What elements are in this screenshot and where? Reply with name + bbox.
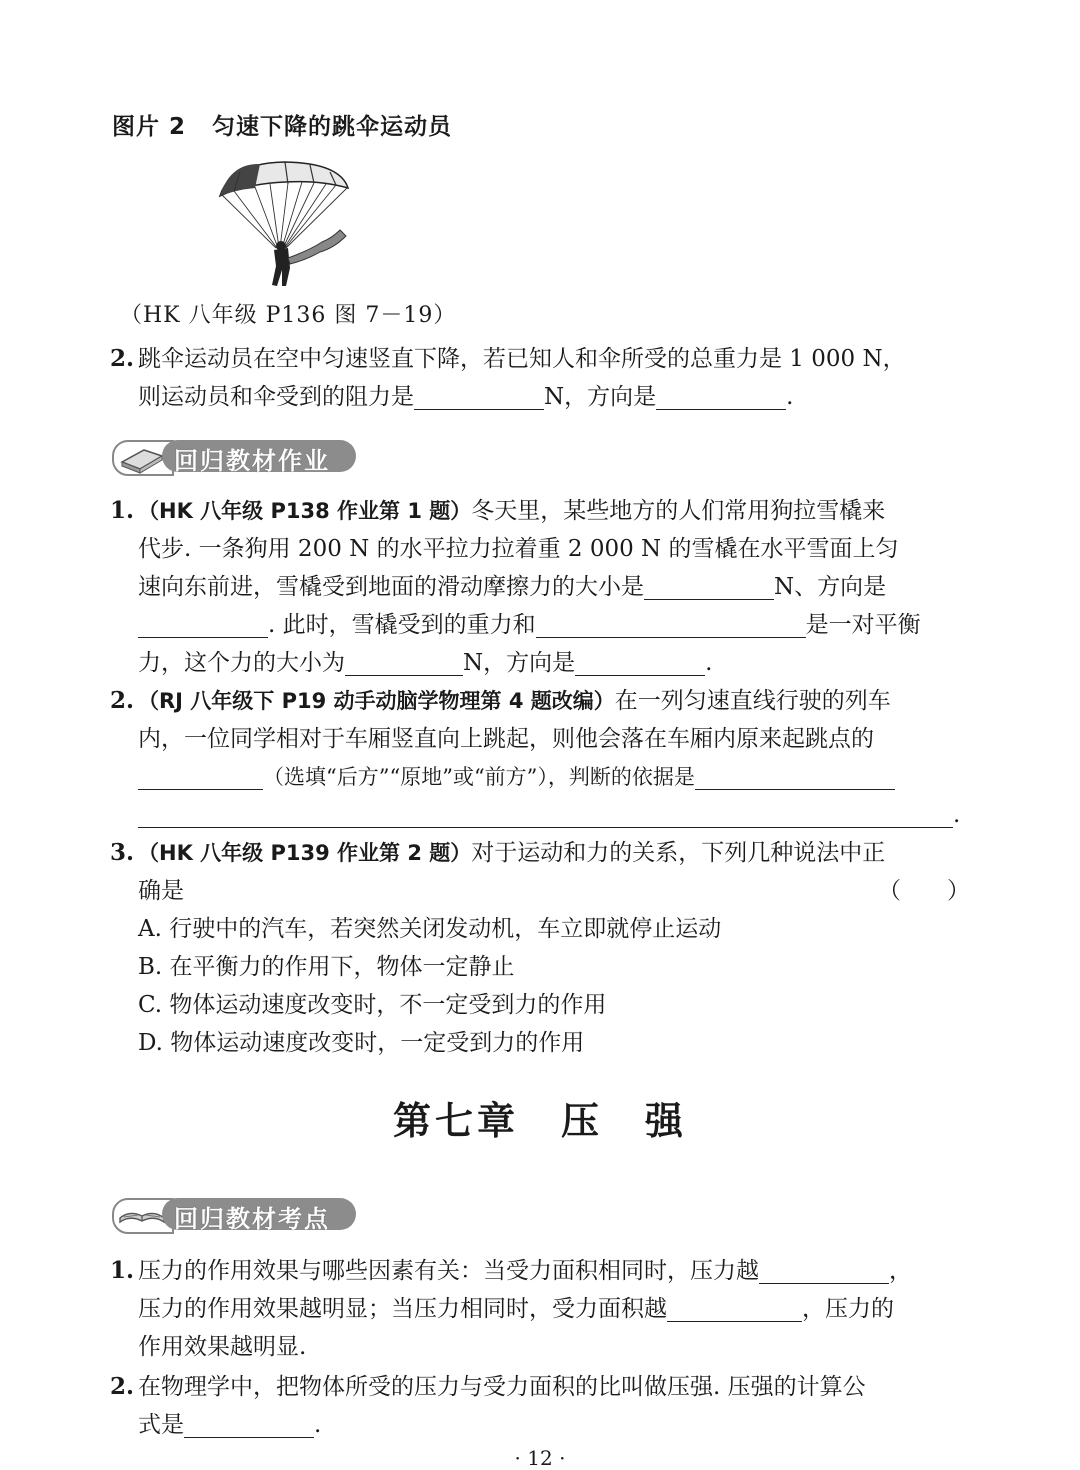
answer-blank[interactable] (138, 611, 268, 638)
option-a[interactable]: A. 行驶中的汽车，若突然关闭发动机，车立即就停止运动 (138, 916, 722, 942)
answer-blank[interactable] (644, 573, 774, 600)
homework-question-3 (110, 834, 970, 1062)
homework-question-2 (110, 682, 970, 834)
question-text: 在物理学中，把物体所受的压力与受力面积的比叫做压强. 压强的计算公 (138, 1374, 866, 1400)
question-text: 力，这个力的大小为 (138, 650, 345, 676)
question-number: 2. (110, 1373, 135, 1400)
figure-caption: （HK 八年级 P136 图 7－19） (120, 303, 457, 328)
option-b[interactable]: B. 在平衡力的作用下，物体一定静止 (138, 954, 515, 980)
question-text: 对于运动和力的关系，下列几种说法中正 (471, 840, 886, 866)
question-number: 1. (110, 1257, 135, 1284)
question-text: . 此时，雪橇受到的重力和 (268, 612, 536, 638)
question-text: 则运动员和伞受到的阻力是 (138, 384, 414, 410)
question-text: ， (889, 1258, 912, 1284)
figure-title (112, 108, 452, 141)
section-label: 回归教材作业 (174, 447, 330, 475)
page-number: · 12 · (514, 1446, 566, 1470)
answer-blank[interactable] (536, 611, 806, 638)
figure-title-text: 匀速下降的跳伞运动员 (212, 114, 453, 140)
question-text: 冬天里，某些地方的人们常用狗拉雪橇来 (471, 498, 886, 524)
answer-blank[interactable] (759, 1257, 889, 1284)
question-text: 式是 (138, 1412, 184, 1438)
question-text: . (786, 384, 794, 410)
answer-parenthesis[interactable]: （ ） (878, 878, 970, 904)
question-source: （RJ 八年级下 P19 动手动脑学物理第 4 题改编） (138, 689, 615, 713)
question-number: 2. (110, 687, 135, 714)
question-text: 速向东前进，雪橇受到地面的滑动摩擦力的大小是 (138, 574, 644, 600)
answer-blank[interactable] (184, 1411, 314, 1438)
question-text: 压力的作用效果越明显；当压力相同时，受力面积越 (138, 1296, 667, 1322)
section-badge-homework (112, 438, 357, 474)
question-text: 是一对平衡 (805, 612, 921, 638)
question-text: 作用效果越明显. (138, 1334, 307, 1360)
question-text: N，方向是 (463, 650, 576, 676)
question-text: （选填“后方”“原地”或“前方”），判断的依据是 (263, 765, 695, 789)
figure-label: 图片 2 (112, 114, 187, 140)
question-text: . (953, 802, 961, 828)
answer-blank[interactable] (575, 649, 705, 676)
homework-question-1 (110, 492, 970, 682)
question-text: 内，一位同学相对于车厢竖直向上跳起，则他会落在车厢内原来起跳点的 (138, 726, 874, 752)
question-text: 确是 (138, 878, 184, 904)
question-number: 2. (110, 345, 135, 372)
option-d[interactable]: D. 物体运动速度改变时，一定受到力的作用 (138, 1030, 585, 1056)
question-number: 3. (110, 839, 135, 866)
answer-blank[interactable] (414, 383, 544, 410)
answer-blank[interactable] (345, 649, 463, 676)
question-text: 跳伞运动员在空中匀速竖直下降，若已知人和伞所受的总重力是 1 000 N， (138, 346, 906, 372)
chapter-title: 第七章 压 强 (392, 1098, 687, 1143)
question-text: . (705, 650, 713, 676)
question-text: N，方向是 (544, 384, 657, 410)
answer-blank[interactable] (138, 763, 263, 790)
question-number: 1. (110, 497, 135, 524)
question-source: （HK 八年级 P139 作业第 2 题） (138, 841, 472, 865)
question-text: ，压力的 (802, 1296, 894, 1322)
question-text: 压力的作用效果与哪些因素有关：当受力面积相同时，压力越 (138, 1258, 759, 1284)
question-text: . (314, 1412, 322, 1438)
answer-blank[interactable] (695, 763, 895, 790)
section-badge-keypoints (112, 1196, 357, 1232)
question-text: N、方向是 (774, 574, 887, 600)
parachutist-icon (210, 158, 360, 293)
answer-blank[interactable] (667, 1295, 802, 1322)
question-source: （HK 八年级 P138 作业第 1 题） (138, 499, 472, 523)
answer-blank[interactable] (656, 383, 786, 410)
keypoint-1 (110, 1252, 970, 1366)
section-label: 回归教材考点 (174, 1205, 330, 1233)
question-parachute (110, 340, 970, 416)
keypoint-2 (110, 1368, 970, 1444)
question-text: 在一列匀速直线行驶的列车 (614, 688, 891, 714)
option-c[interactable]: C. 物体运动速度改变时，不一定受到力的作用 (138, 992, 607, 1018)
question-text: 代步. 一条狗用 200 N 的水平拉力拉着重 2 000 N 的雪橇在水平雪面上匀 (138, 536, 899, 562)
answer-blank[interactable] (138, 801, 953, 828)
